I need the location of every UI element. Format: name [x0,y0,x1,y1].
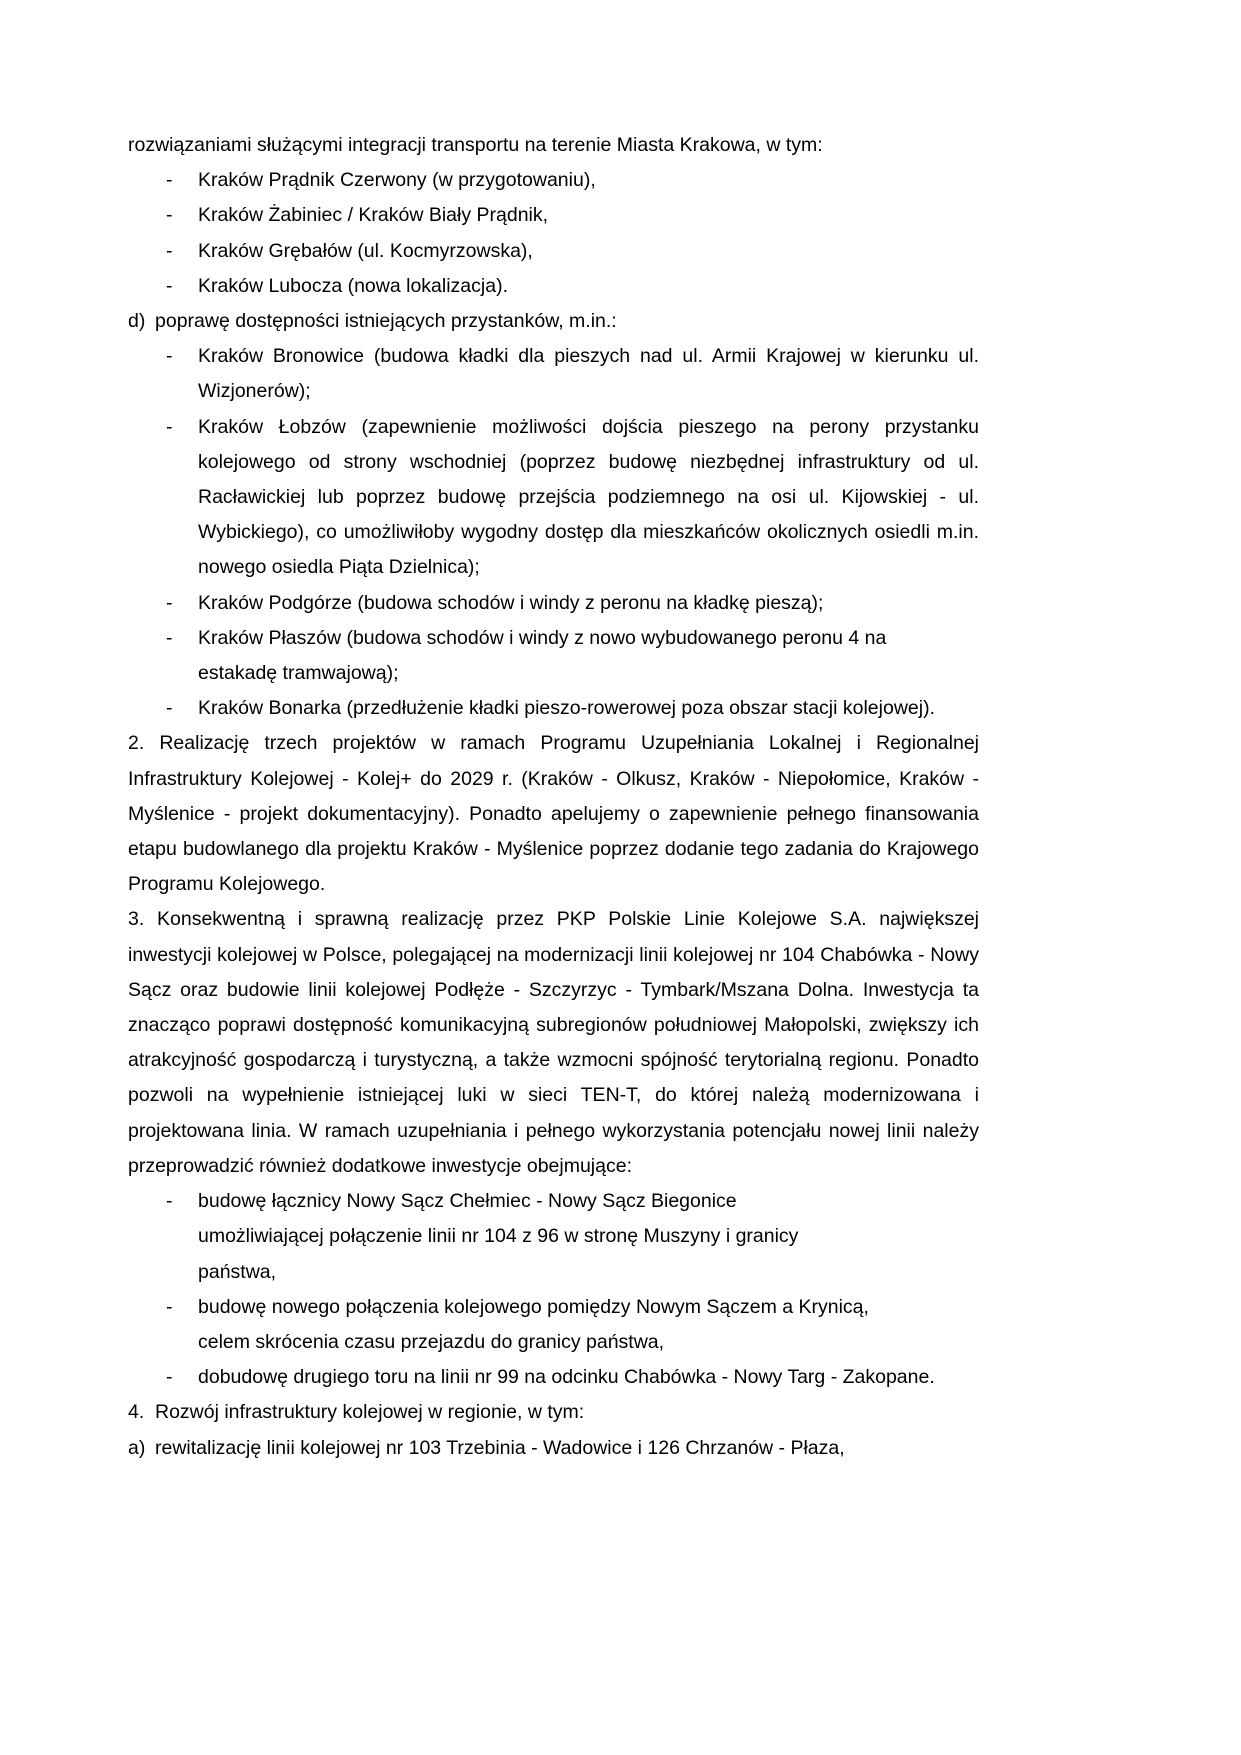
list-item-text: dobudowę drugiego toru na linii nr 99 na odcinku Chabówka - Nowy Targ - Zakopane. [198,1366,935,1389]
list-d [128,339,979,726]
list-item-text: Kraków Bonarka (przedłużenie kładki pieszo-rowerowej poza obszar stacji kolejowej). [198,697,936,720]
list-item-text: Kraków Prądnik Czerwony (w przygotowaniu), [198,169,596,192]
item-text: poprawę dostępności istniejących przystanków, m.in.: [155,310,617,333]
bullet-dash: - [166,415,173,438]
bullet-dash: - [166,697,173,720]
list-item-text: Kraków Bronowice (budowa kładki dla pieszych nad ul. Armii Krajowej w kierunku ul. Wizjonerów); [198,345,979,403]
bullet-dash: - [166,274,173,297]
list-item-text: Kraków Podgórze (budowa schodów i windy z peronu na kładkę pieszą); [198,591,824,614]
list-item-text: budowę łącznicy Nowy Sącz Chełmiec - Nowy Sącz Biegonice umożliwiającej połączenie linii nr 104 z 96 w stronę Muszyny i granicy państwa, [198,1190,799,1283]
point-4-heading [128,1395,979,1430]
bullet-dash: - [166,1366,173,1389]
list-item [128,234,979,269]
list-item-text: Kraków Grębałów (ul. Kocmyrzowska), [198,239,533,262]
list-item-text: Kraków Płaszów (budowa schodów i windy z nowo wybudowanego peronu 4 na estakadę tramwajową); [198,626,887,685]
bullet-dash: - [166,169,173,192]
item-label: d) [128,310,146,333]
list-item-text: Kraków Żabiniec / Kraków Biały Prądnik, [198,204,549,227]
list-item [128,410,979,586]
bullet-dash: - [166,1190,173,1213]
bullet-dash: - [166,591,173,614]
item-d-heading [128,304,979,339]
bullet-dash: - [166,626,173,649]
item-text: Rozwój infrastruktury kolejowej w regionie, w tym: [155,1401,585,1424]
bullet-dash: - [166,239,173,262]
item-label: a) [128,1436,146,1459]
list-c [128,163,979,304]
list-item [128,163,979,198]
list-item [128,1290,979,1360]
list-item-text: Kraków Lubocza (nowa lokalizacja). [198,274,508,297]
list-item [128,691,979,726]
list-item [128,621,979,691]
item-label: 4. [128,1401,145,1424]
list-item [128,1184,979,1290]
document-page [128,128,979,1466]
bullet-dash: - [166,1295,173,1318]
bullet-dash: - [166,345,173,368]
point-2-paragraph: 2. Realizację trzech projektów w ramach Programu Uzupełniania Lokalnej i Regionalnej Infrastruktury Kolejowej - Kolej+ do 2029 r. (Kraków - Olkusz, Kraków - Niepołomice, Kraków - Myślenice - projekt dokumentacyjny). Ponadto apelujemy o zapewnienie pełnego finansowania etapu budowlanego dla projektu Kraków - Myślenice poprzez dodanie tego zadania do Krajowego Programu Kolejowego. [128,732,979,896]
point-3-paragraph: 3. Konsekwentną i sprawną realizację przez PKP Polskie Linie Kolejowe S.A. największej inwestycji kolejowej w Polsce, polegającej na modernizacji linii kolejowej nr 104 Chabówka - Nowy Sącz oraz budowie linii kolejowej Podłęże - Szczyrzyc - Tymbark/Mszana Dolna. Inwestycja ta znacząco poprawi dostępność komunikacyjną subregionów południowej Małopolski, zwiększy ich atrakcyjność gospodarczą i turystyczną, a także wzmocni spójność terytorialną regionu. Ponadto pozwoli na wypełnienie istniejącej luki w sieci TEN-T, do której należą modernizowana i projektowana linia. W ramach uzupełniania i pełnego wykorzystania potencjału nowej linii należy przeprowadzić również dodatkowe inwestycje obejmujące: [128,908,979,1177]
point-3-list [128,1184,979,1395]
list-item [128,339,979,409]
bullet-dash: - [166,204,173,227]
list-item-text: Kraków Łobzów (zapewnienie możliwości dojścia pieszego na perony przystanku kolejowego od strony wschodniej (poprzez budowę niezbędnej infrastruktury od ul. Racławickiej lub poprzez budowę przejścia podziemnego na osi ul. Kijowskiej - ul. Wybickiego), co umożliwiłoby wygodny dostęp dla mieszkańców okolicznych osiedli m.in. nowego osiedla Piąta Dzielnica); [198,415,979,579]
item-4a [128,1431,979,1466]
intro-line: rozwiązaniami służącymi integracji transportu na terenie Miasta Krakowa, w tym: [128,134,823,156]
item-text: rewitalizację linii kolejowej nr 103 Trzebinia - Wadowice i 126 Chrzanów - Płaza, [155,1436,845,1459]
list-item [128,269,979,304]
list-item [128,586,979,621]
list-item [128,198,979,233]
list-item-text: budowę nowego połączenia kolejowego pomiędzy Nowym Sączem a Krynicą, celem skrócenia czasu przejazdu do granicy państwa, [198,1295,869,1353]
list-item [128,1360,979,1395]
